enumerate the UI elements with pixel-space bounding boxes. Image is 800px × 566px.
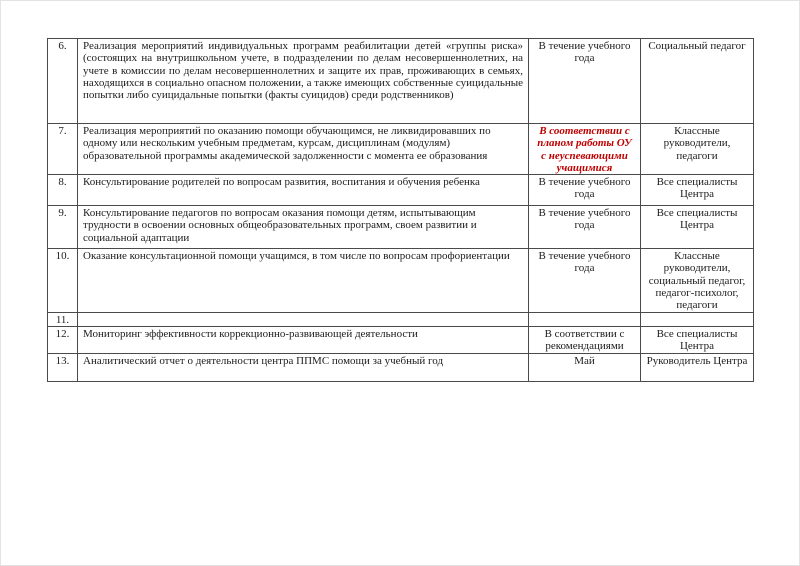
row-number: 8. (48, 175, 78, 206)
table-row (48, 249, 754, 312)
row-number: 10. (48, 249, 78, 312)
table-row (48, 39, 754, 124)
activity-cell (78, 312, 529, 326)
table-row (48, 312, 754, 326)
responsible-cell (641, 312, 754, 326)
responsible-cell: Классные руководители, педагоги (641, 124, 754, 175)
timeframe-cell: В течение учебного года (529, 206, 641, 249)
activity-cell: Мониторинг эффективности коррекционно-развивающей деятельности (78, 326, 529, 353)
responsible-cell: Все специалисты Центра (641, 175, 754, 206)
row-number: 7. (48, 124, 78, 175)
timeframe-cell: В соответствии с планом работы ОУ с неуспевающими учащимися (529, 124, 641, 175)
table-row (48, 175, 754, 206)
activity-cell: Реализация мероприятий индивидуальных программ реабилитации детей «группы риска» (состоящих на внутришкольном учете, в подразделении по делам несовершеннолетних, на учете в комиссии по делам несовершеннолетних и защите их прав, проживающих в семьях, находящихся в социально опасном положении, а также имеющих собственные суицидальные попытки либо суицидальные попытки (факты суицидов) среди родственников) (78, 39, 529, 124)
table-row (48, 124, 754, 175)
timeframe-cell: В соответствии с рекомендациями (529, 326, 641, 353)
responsible-cell: Социальный педагог (641, 39, 754, 124)
activity-cell: Консультирование родителей по вопросам развития, воспитания и обучения ребенка (78, 175, 529, 206)
responsible-cell: Все специалисты Центра (641, 326, 754, 353)
activity-cell: Реализация мероприятий по оказанию помощи обучающимся, не ликвидировавших по одному или нескольким учебным предметам, курсам, дисциплинам (модулям) образовательной программы академической задолженности с момента ее образования (78, 124, 529, 175)
responsible-cell: Руководитель Центра (641, 353, 754, 381)
timeframe-cell: В течение учебного года (529, 175, 641, 206)
table-row (48, 326, 754, 353)
table-row (48, 353, 754, 381)
row-number: 12. (48, 326, 78, 353)
activity-cell: Аналитический отчет о деятельности центра ППМС помощи за учебный год (78, 353, 529, 381)
row-number: 11. (48, 312, 78, 326)
row-number: 9. (48, 206, 78, 249)
row-number: 13. (48, 353, 78, 381)
timeframe-cell: В течение учебного года (529, 39, 641, 124)
table-row (48, 206, 754, 249)
responsible-cell: Все специалисты Центра (641, 206, 754, 249)
timeframe-cell: В течение учебного года (529, 249, 641, 312)
activity-cell: Консультирование педагогов по вопросам оказания помощи детям, испытывающим трудности в освоении основных общеобразовательных программ, своем развитии и социальной адаптации (78, 206, 529, 249)
responsible-cell: Классные руководители, социальный педагог, педагог-психолог, педагоги (641, 249, 754, 312)
activities-table (47, 38, 754, 382)
timeframe-cell: Май (529, 353, 641, 381)
activity-cell: Оказание консультационной помощи учащимся, в том числе по вопросам профориентации (78, 249, 529, 312)
activities-table-body (48, 39, 754, 382)
timeframe-cell (529, 312, 641, 326)
row-number: 6. (48, 39, 78, 124)
